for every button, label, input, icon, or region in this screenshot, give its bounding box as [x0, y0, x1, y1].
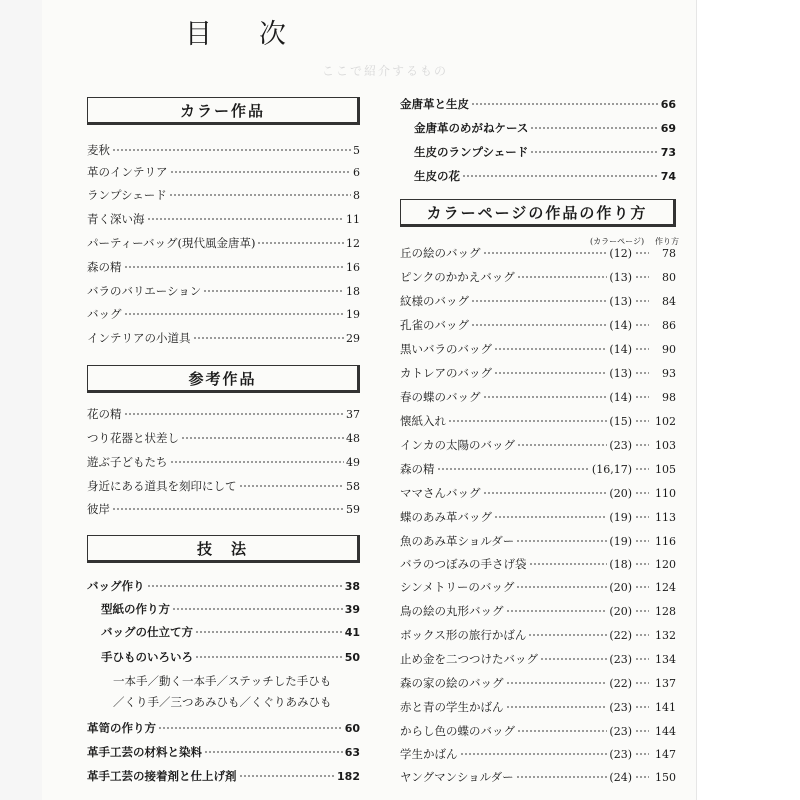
- howto-entry[interactable]: ピンクのかかえバッグ (13) 80: [400, 270, 676, 284]
- toc-entry[interactable]: 青く深い海 11: [87, 212, 360, 226]
- howto-entry[interactable]: 魚のあみ革ショルダー (19) 116: [400, 534, 676, 548]
- toc-entry[interactable]: ランプシェード 8: [87, 188, 360, 202]
- toc-entry[interactable]: つり花器と状差し 48: [87, 431, 360, 445]
- howto-entry[interactable]: カトレアのバッグ (13) 93: [400, 366, 676, 380]
- toc-entry[interactable]: 麦秋 5: [87, 143, 360, 157]
- toc-subentry[interactable]: 型紙の作り方 39: [101, 602, 360, 616]
- howto-entry[interactable]: 赤と青の学生かばん (23) 141: [400, 700, 676, 714]
- howto-entry[interactable]: インカの太陽のバッグ (23) 103: [400, 438, 676, 452]
- howto-entry[interactable]: シンメトリーのバッグ (20) 124: [400, 580, 676, 594]
- toc-entry[interactable]: 革手工芸の接着剤と仕上げ剤 182: [87, 769, 360, 783]
- section-heading-color-page-howto: カラーページの作品の作り方: [400, 199, 676, 227]
- howto-entry[interactable]: 鳥の絵の丸形バッグ (20) 128: [400, 604, 676, 618]
- howto-entry[interactable]: 森の精 (16,17) 105: [400, 462, 676, 476]
- column-header-color-page: (カラーページ): [590, 237, 645, 246]
- howto-entry[interactable]: 孔雀のバッグ (14) 86: [400, 318, 676, 332]
- toc-subentry[interactable]: 生皮の花 74: [414, 169, 676, 183]
- toc-entry[interactable]: 革手工芸の材料と染料 63: [87, 745, 360, 759]
- howto-entry[interactable]: 止め金を二つつけたバッグ (23) 134: [400, 652, 676, 666]
- toc-entry[interactable]: バッグ 19: [87, 307, 360, 321]
- column-header-how-to-make: 作り方: [655, 237, 679, 246]
- howto-entry[interactable]: 学生かばん (23) 147: [400, 747, 676, 761]
- howto-entry[interactable]: 森の家の絵のバッグ (22) 137: [400, 676, 676, 690]
- toc-entry[interactable]: 革のインテリア 6: [87, 165, 360, 179]
- howto-entry[interactable]: 春の蝶のバッグ (14) 98: [400, 390, 676, 404]
- toc-entry[interactable]: 森の精 16: [87, 260, 360, 274]
- toc-entry[interactable]: インテリアの小道具 29: [87, 331, 360, 345]
- howto-entry[interactable]: 蝶のあみ革バッグ (19) 113: [400, 510, 676, 524]
- page-title: 目 次: [185, 19, 296, 50]
- toc-entry[interactable]: パーティーバッグ(現代風金唐革) 12: [87, 236, 360, 250]
- howto-entry[interactable]: バラのつぼみの手さげ袋 (18) 120: [400, 557, 676, 571]
- toc-entry[interactable]: 革笥の作り方 60: [87, 721, 360, 735]
- left-margin: [0, 0, 42, 800]
- toc-entry[interactable]: バラのバリエーション 18: [87, 284, 360, 298]
- toc-subentry[interactable]: バッグの仕立て方 41: [101, 625, 360, 639]
- section-heading-reference-works: 参考作品: [87, 365, 360, 393]
- toc-subentry[interactable]: 金唐革のめがねケース 69: [414, 121, 676, 135]
- section-heading-color-works: カラー作品: [87, 97, 360, 125]
- toc-subentry-detail: 一本手／動く一本手／ステッチした手ひも: [113, 674, 332, 688]
- toc-subentry-detail: ／くり手／三つあみひも／くぐりあみひも: [113, 695, 332, 709]
- howto-entry[interactable]: からし色の蝶のバッグ (23) 144: [400, 724, 676, 738]
- right-margin: [696, 0, 800, 800]
- toc-subentry[interactable]: 生皮のランプシェード 73: [414, 145, 676, 159]
- toc-entry[interactable]: 遊ぶ子どもたち 49: [87, 455, 360, 469]
- howto-entry[interactable]: 紋様のバッグ (13) 84: [400, 294, 676, 308]
- toc-entry[interactable]: 彼岸 59: [87, 502, 360, 516]
- bleed-through-text: ここで紹介するもの: [322, 64, 449, 78]
- howto-entry[interactable]: ヤングマンショルダー (24) 150: [400, 770, 676, 784]
- howto-entry[interactable]: ママさんバッグ (20) 110: [400, 486, 676, 500]
- toc-entry[interactable]: 花の精 37: [87, 407, 360, 421]
- howto-entry[interactable]: ボックス形の旅行かばん (22) 132: [400, 628, 676, 642]
- howto-entry[interactable]: 丘の絵のバッグ (12) 78: [400, 246, 676, 260]
- howto-entry[interactable]: 懐紙入れ (15) 102: [400, 414, 676, 428]
- howto-entry[interactable]: 黒いバラのバッグ (14) 90: [400, 342, 676, 356]
- toc-entry[interactable]: 金唐革と生皮 66: [400, 97, 676, 111]
- toc-entry[interactable]: 身近にある道具を刻印にして 58: [87, 479, 360, 493]
- section-heading-techniques: 技 法: [87, 535, 360, 563]
- toc-subentry[interactable]: 手ひものいろいろ 50: [101, 650, 360, 664]
- toc-entry[interactable]: バッグ作り 38: [87, 579, 360, 593]
